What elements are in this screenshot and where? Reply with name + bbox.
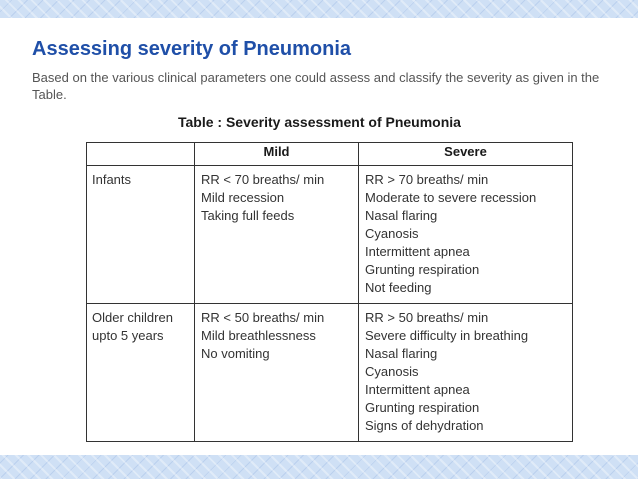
severe-criterion: Cyanosis bbox=[365, 226, 419, 241]
severe-criterion: RR > 70 breaths/ min bbox=[365, 172, 489, 187]
slide-title: Assessing severity of Pneumonia bbox=[32, 38, 352, 60]
table-row-older-children bbox=[87, 304, 573, 442]
mild-criterion: Mild breathlessness bbox=[201, 328, 316, 343]
header-blank bbox=[87, 143, 195, 166]
row-label-cell bbox=[87, 304, 195, 442]
mild-criterion: No vomiting bbox=[201, 346, 270, 361]
mild-criterion: RR < 70 breaths/ min bbox=[201, 172, 325, 187]
severe-criterion: Nasal flaring bbox=[365, 208, 438, 223]
severe-criterion: Signs of dehydration bbox=[365, 418, 484, 433]
severe-cell bbox=[359, 304, 573, 442]
table-row-infants bbox=[87, 166, 573, 304]
severe-criterion: Intermittent apnea bbox=[365, 382, 470, 397]
severity-table bbox=[86, 142, 573, 442]
severe-criterion: Grunting respiration bbox=[365, 400, 480, 415]
mild-cell bbox=[195, 166, 359, 304]
severe-criterion: Nasal flaring bbox=[365, 346, 438, 361]
mild-criterion: RR < 50 breaths/ min bbox=[201, 310, 325, 325]
header-severe: Severe bbox=[359, 143, 573, 166]
header-mild: Mild bbox=[195, 143, 359, 166]
intro-paragraph: Based on the various clinical parameters one could assess and classify the severity as given in the Table. bbox=[32, 70, 600, 102]
severe-criterion: Severe difficulty in breathing bbox=[365, 328, 529, 343]
severe-cell bbox=[359, 166, 573, 304]
table-caption: Table : Severity assessment of Pneumonia bbox=[178, 114, 461, 130]
severe-criterion: Cyanosis bbox=[365, 364, 419, 379]
slide bbox=[0, 18, 638, 455]
severe-criterion: Intermittent apnea bbox=[365, 244, 470, 259]
table-header-row bbox=[87, 143, 573, 166]
mild-criterion: Taking full feeds bbox=[201, 208, 295, 223]
mild-criterion: Mild recession bbox=[201, 190, 285, 205]
row-label-line: upto 5 years bbox=[92, 328, 164, 343]
severe-criterion: Grunting respiration bbox=[365, 262, 480, 277]
severe-criterion: RR > 50 breaths/ min bbox=[365, 310, 489, 325]
row-label-cell bbox=[87, 166, 195, 304]
row-label-line: Older children bbox=[92, 310, 173, 325]
severe-criterion: Not feeding bbox=[365, 280, 432, 295]
row-label-line: Infants bbox=[92, 172, 132, 187]
severe-criterion: Moderate to severe recession bbox=[365, 190, 537, 205]
mild-cell bbox=[195, 304, 359, 442]
